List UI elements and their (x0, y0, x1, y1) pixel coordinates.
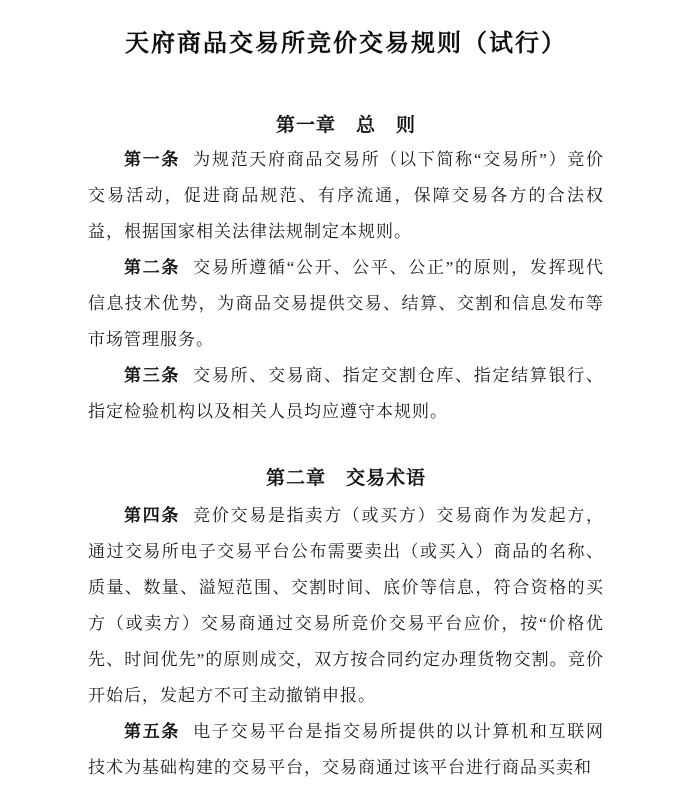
article-2 (88, 250, 604, 358)
article-4-text: 竞价交易是指卖方（或买方）交易商作为发起方，通过交易所电子交易平台公布需要卖出（或买入）商品的名称、质量、数量、溢短范围、交割时间、底价等信息，符合资格的买方（或卖方）交易商通过交易所竞价交易平台应价，按“价格优先、时间优先”的原则成交，双方按合同约定办理货物交割。竞价开始后，发起方不可主动撤销申报。 (88, 506, 604, 705)
article-4 (88, 498, 604, 714)
article-3 (88, 358, 604, 430)
article-5-text: 电子交易平台是指交易所提供的以计算机和互联网技术为基础构建的交易平台，交易商通过该平台进行商品买卖和 (88, 722, 604, 777)
chapter-2-heading: 第二章 交易术语 (265, 468, 426, 489)
article-1-label: 第一条 (124, 150, 181, 169)
article-1 (88, 142, 604, 250)
document-title: 天府商品交易所竞价交易规则（试行） (125, 31, 567, 57)
article-5 (88, 714, 604, 785)
article-3-text: 交易所、交易商、指定交割仓库、指定结算银行、指定检验机构以及相关人员均应遵守本规则。 (88, 366, 604, 421)
article-4-label: 第四条 (124, 506, 181, 525)
article-2-label: 第二条 (124, 258, 181, 277)
article-3-label: 第三条 (124, 366, 181, 385)
article-5-label: 第五条 (124, 722, 181, 741)
article-2-text: 交易所遵循“公开、公平、公正”的原则，发挥现代信息技术优势，为商品交易提供交易、结算、交割和信息发布等市场管理服务。 (88, 258, 605, 349)
chapter-1-heading: 第一章 总 则 (275, 115, 416, 136)
article-1-text: 为规范天府商品交易所（以下简称“交易所”）竞价交易活动，促进商品规范、有序流通，保障交易各方的合法权益，根据国家相关法律法规制定本规则。 (88, 150, 605, 241)
